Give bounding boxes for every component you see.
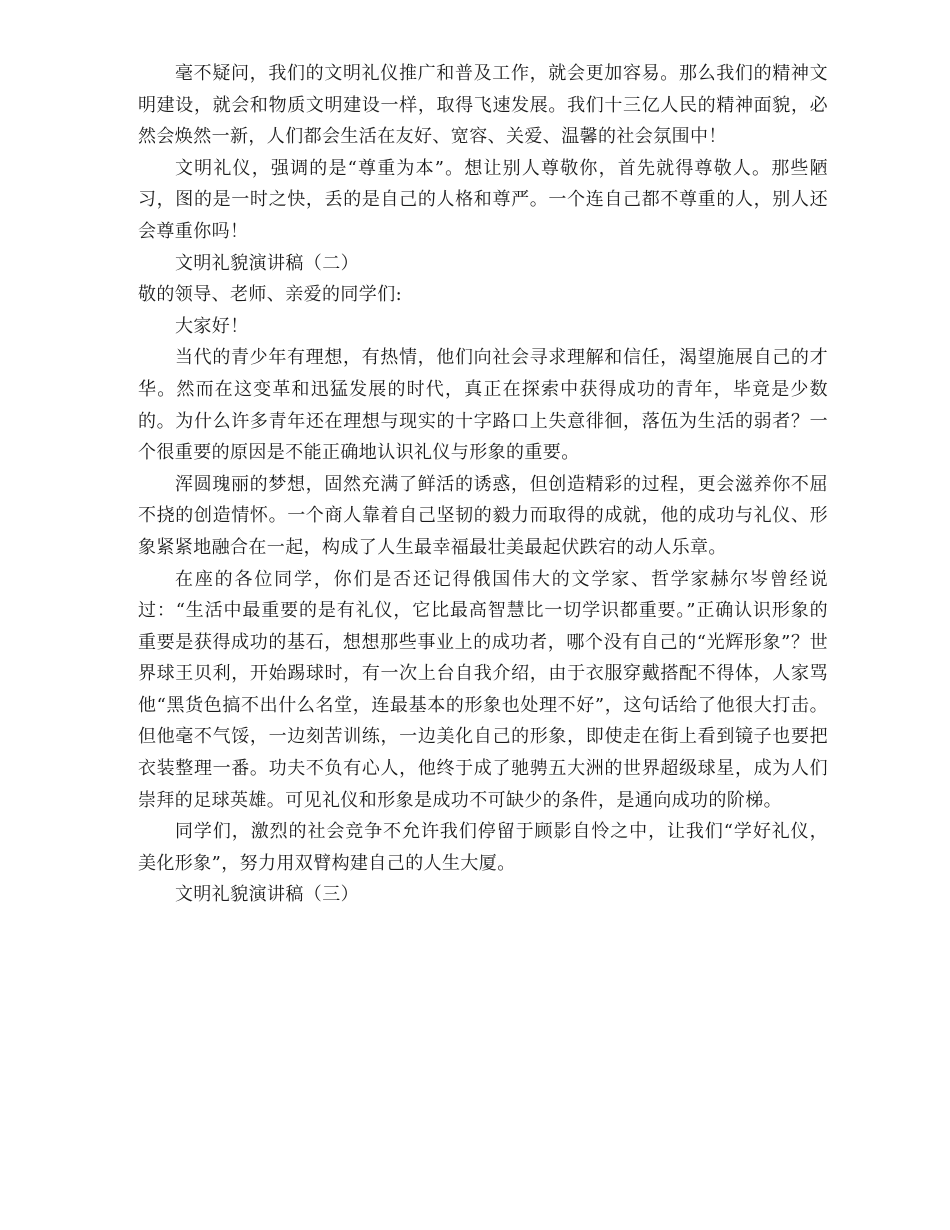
section-heading-3: 文明礼貌演讲稿（三） <box>175 884 359 906</box>
document-page <box>138 58 828 911</box>
section-heading-2: 文明礼貌演讲稿（二） <box>175 252 359 274</box>
paragraph-1: 毫不疑问，我们的文明礼仪推广和普及工作，就会更加容易。那么我们的精神文明建设，就会和物质文明建设一样，取得飞速发展。我们十三亿人民的精神面貌，必然会焕然一新，人们都会生活在友好、宽容、关爱、温馨的社会氛围中！ <box>138 63 828 148</box>
greeting: 大家好！ <box>175 315 249 337</box>
paragraph-6: 同学们，激烈的社会竞争不允许我们停留于顾影自怜之中，让我们“学好礼仪，美化形象”，努力用双臂构建自己的人生大厦。 <box>138 821 828 874</box>
paragraph-4: 浑圆瑰丽的梦想，固然充满了鲜活的诱惑，但创造精彩的过程，更会滋养你不屈不挠的创造情怀。一个商人靠着自己坚韧的毅力而取得的成就，他的成功与礼仪、形象紧紧地融合在一起，构成了人生最幸福最壮美最起伏跌宕的动人乐章。 <box>138 473 828 558</box>
paragraph-2: 文明礼仪，强调的是“尊重为本”。想让别人尊敬你，首先就得尊敬人。那些陋习，图的是一时之快，丢的是自己的人格和尊严。一个连自己都不尊重的人，别人还会尊重你吗！ <box>138 157 828 242</box>
paragraph-3: 当代的青少年有理想，有热情，他们向社会寻求理解和信任，渴望施展自己的才华。然而在这变革和迅猛发展的时代，真正在探索中获得成功的青年，毕竟是少数的。为什么许多青年还在理想与现实的十字路口上失意徘徊，落伍为生活的弱者？一个很重要的原因是不能正确地认识礼仪与形象的重要。 <box>138 347 828 464</box>
paragraph-5: 在座的各位同学，你们是否还记得俄国伟大的文学家、哲学家赫尔岑曾经说过：“生活中最重要的是有礼仪，它比最高智慧比一切学识都重要。”正确认识形象的重要是获得成功的基石，想想那些事业上的成功者，哪个没有自己的“光辉形象”？世界球王贝利，开始踢球时，有一次上台自我介绍，由于衣服穿戴搭配不得体，人家骂他“黑货色搞不出什么名堂，连最基本的形象也处理不好”，这句话给了他很大打击。但他毫不气馁，一边刻苦训练，一边美化自己的形象，即使走在街上看到镜子也要把衣装整理一番。功夫不负有心人，他终于成了驰骋五大洲的世界超级球星，成为人们崇拜的足球英雄。可见礼仪和形象是成功不可缺少的条件，是通向成功的阶梯。 <box>138 568 828 811</box>
salutation: 敬的领导、老师、亲爱的同学们: <box>138 284 403 306</box>
